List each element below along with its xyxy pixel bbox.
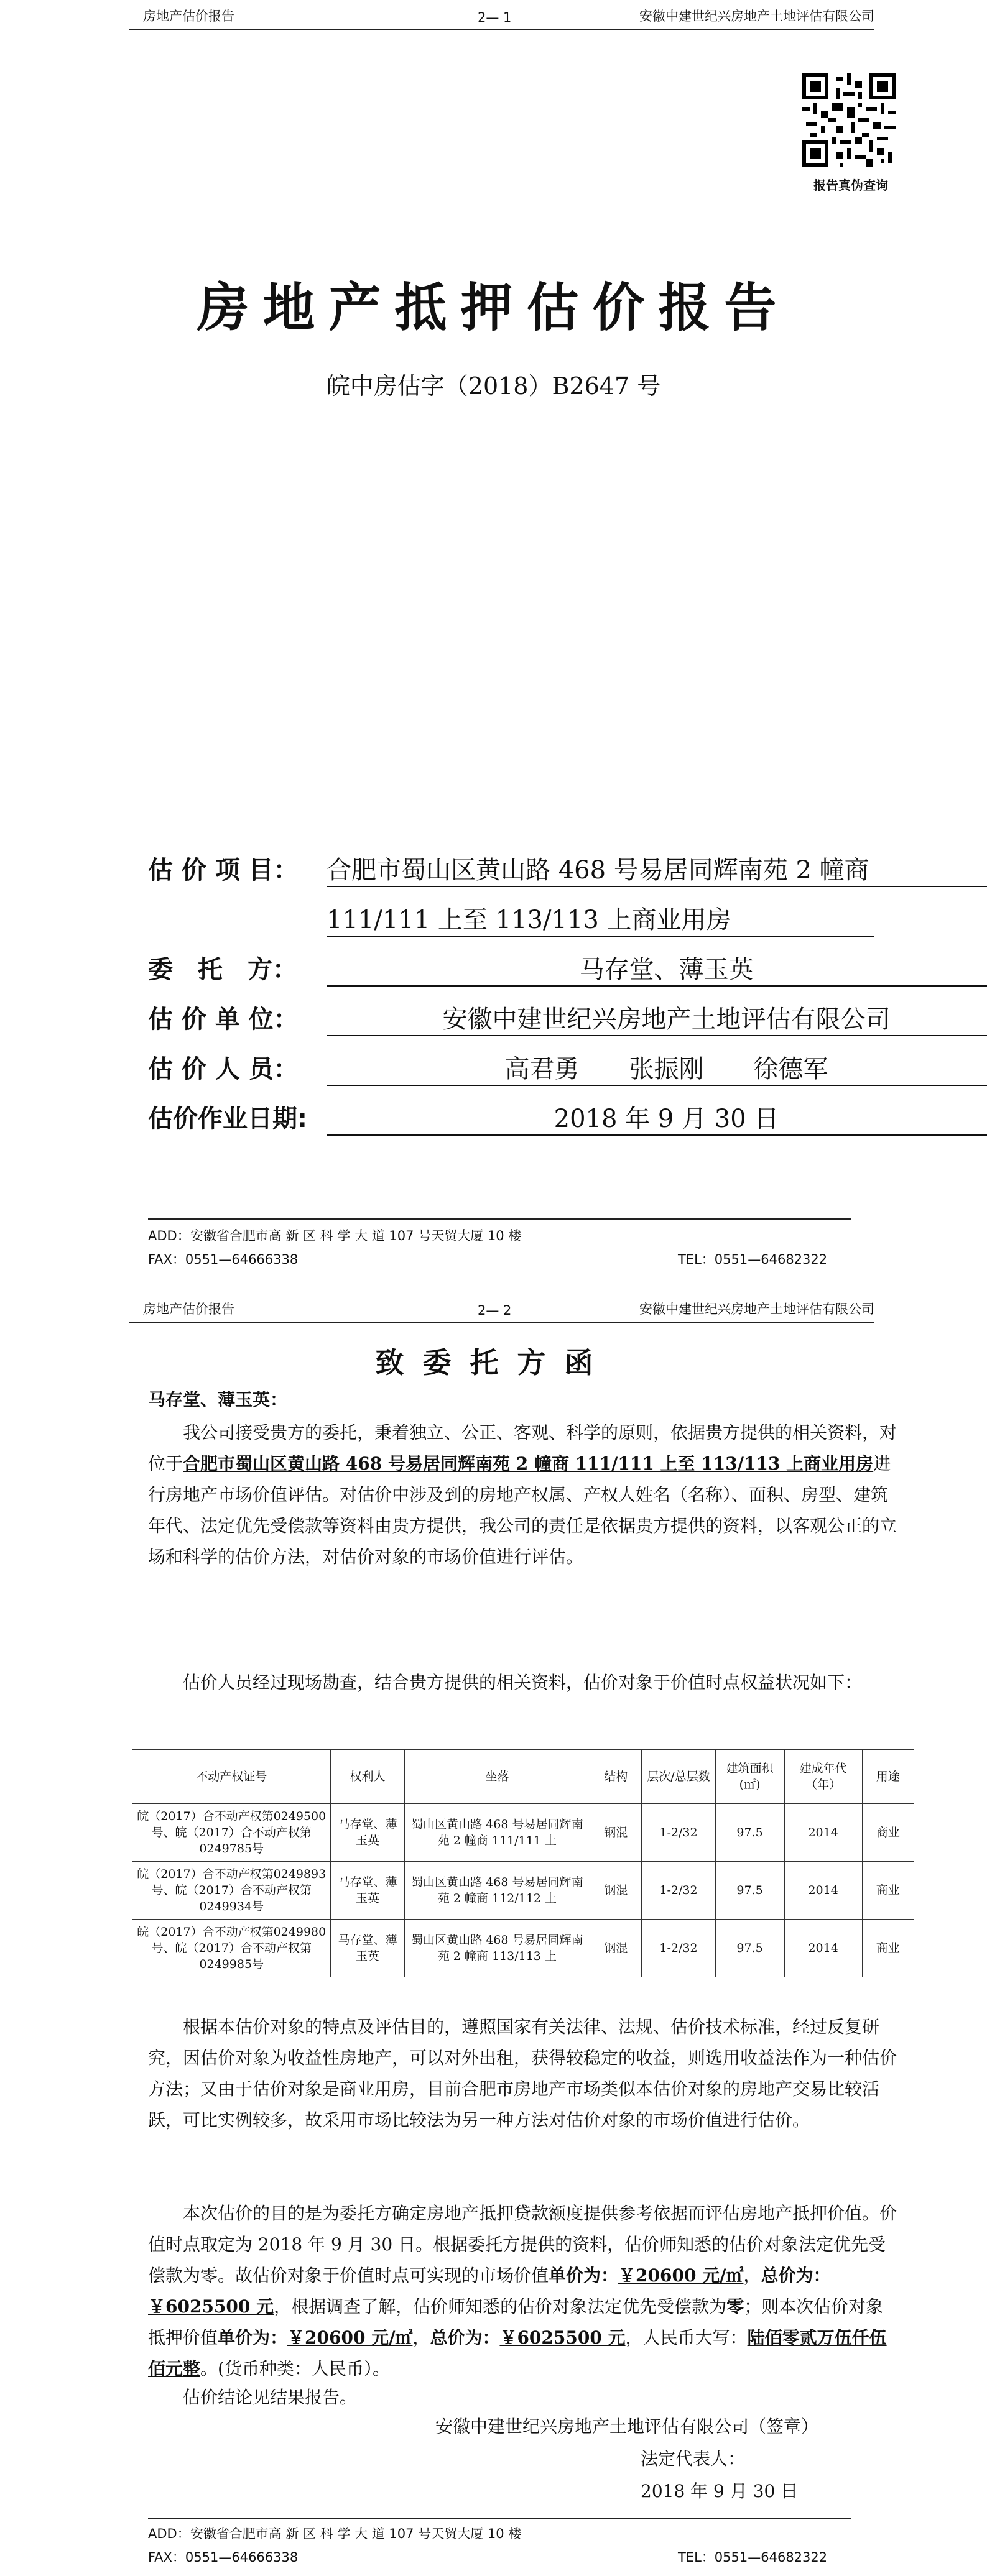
table-cell: 马存堂、薄玉英: [331, 1804, 404, 1862]
header-left: 房地产估价报告: [143, 1302, 234, 1317]
field-label: 委 托 方：: [148, 955, 297, 984]
text-run: 估价结论见结果报告。: [183, 2387, 358, 2408]
table-cell: 蜀山区黄山路 468 号易居同辉南苑 2 幢商 111/111 上: [404, 1804, 590, 1862]
letter-paragraph-3: [148, 2012, 899, 2136]
table-body: [132, 1804, 914, 1977]
footer-rule: [148, 2518, 851, 2519]
text-run: 根据本估价对象的特点及评估目的，遵照国家有关法律、法规、估价技术标准，经过反复研究，因估价对象为收益性房地产，可以对外出租，获得较稳定的收益，则选用收益法作为一种估价方法；又由于估价对象是商业用房，目前合肥市房地产市场类似本估价对象的房地产交易比较活跃，可比实例较多，故采用市场比较法为另一种方法对估价对象的市场价值进行估价。: [148, 2017, 897, 2130]
footer-fax: FAX：0551—64666338: [148, 2550, 299, 2565]
property-rights-table: [132, 1749, 914, 1977]
field-value: 2018 年 9 月 30 日: [327, 1099, 987, 1136]
text-run: ，: [412, 2327, 430, 2348]
qr-code[interactable]: [802, 73, 896, 167]
table-row: [132, 1920, 914, 1977]
text-run: 进行房地产市场价值评估。对估价中涉及到的房地产权属、产权人姓名（名称）、面积、房型、建筑年代、法定优先受偿款等资料由贵方提供，我公司的责任是依据贵方提供的资料，以客观公正的立场和科学的估价方法，对估价对象的市场价值进行评估。: [148, 1453, 897, 1567]
text-run: ，: [743, 2265, 761, 2286]
text-run: 我公司接受贵方的委托，秉着独立、公正、客观、科学的原则，依据贵方提供的相关资料，对位于: [148, 1422, 897, 1474]
letter-title: 致委托方函: [375, 1346, 612, 1379]
text-run: 单价为：: [218, 2327, 288, 2348]
text-run: ，人民币大写：: [625, 2327, 748, 2348]
company-signature: 安徽中建世纪兴房地产土地评估有限公司（签章）: [435, 2416, 819, 2437]
letter-paragraph-2: [148, 1667, 899, 1698]
table-cell: 商业: [862, 1804, 914, 1862]
table-header-cell: 结构: [590, 1750, 642, 1804]
property-address: 合肥市蜀山区黄山路 468 号易居同辉南苑 2 幢商 111/111 上至 113/113 上商业用房: [183, 1453, 874, 1474]
field-value: 高君勇 张振刚 徐德军: [327, 1049, 987, 1086]
header-page-number: 2— 1: [478, 10, 512, 25]
mortgage-total-price: ￥6025500 元: [499, 2327, 626, 2348]
text-run: 总价为：: [761, 2265, 831, 2286]
table-cell: 皖（2017）合不动产权第0249980号、皖（2017）合不动产权第0249985号: [132, 1920, 331, 1977]
header-left: 房地产估价报告: [143, 9, 234, 24]
footer-rule: [148, 1218, 851, 1220]
field-label: 估价作业日期:: [148, 1105, 307, 1133]
letter-date: 2018 年 9 月 30 日: [641, 2481, 799, 2501]
table-cell: 2014: [784, 1920, 862, 1977]
text-run: ；则本次估价对象抵押价值: [148, 2296, 884, 2348]
letter-paragraph-1: [148, 1417, 899, 1573]
text-run: 。(货币种类：人民币）。: [200, 2358, 390, 2379]
table-header-cell: 建筑面积(㎡): [715, 1750, 784, 1804]
table-header-cell: 不动产权证号: [132, 1750, 331, 1804]
table-cell: 97.5: [715, 1804, 784, 1862]
table-cell: 钢混: [590, 1920, 642, 1977]
table-header-row: [132, 1750, 914, 1804]
total-in-words: 陆佰零贰万伍仟伍佰元整: [148, 2327, 887, 2379]
table-cell: 2014: [784, 1862, 862, 1920]
text-run: 本次估价的目的是为委托方确定房地产抵押贷款额度提供参考依据而评估房地产抵押价值。价值时点取定为 2018 年 9 月 30 日。根据委托方提供的资料，估价师知悉的估价对象法定优先受偿款为零。故估价对象于价值时点可实现的市场价值: [148, 2203, 897, 2286]
footer-fax: FAX：0551—64666338: [148, 1252, 299, 1267]
table-cell: 商业: [862, 1862, 914, 1920]
table-cell: 钢混: [590, 1862, 642, 1920]
header-page-number: 2— 2: [478, 1303, 512, 1318]
text-run: 总价为：: [430, 2327, 500, 2348]
field-value: 合肥市蜀山区黄山路 468 号易居同辉南苑 2 幢商: [327, 850, 987, 887]
table-cell: 马存堂、薄玉英: [331, 1862, 404, 1920]
qr-caption: 报告真伪查询: [813, 178, 888, 193]
field-label: 估 价 项 目：: [148, 856, 299, 885]
footer-address: ADD：安徽省合肥市高 新 区 科 学 大 道 107 号天贸大厦 10 楼: [148, 2526, 522, 2541]
table-cell: 蜀山区黄山路 468 号易居同辉南苑 2 幢商 112/112 上: [404, 1862, 590, 1920]
field-label: 估 价 人 员：: [148, 1055, 299, 1083]
table-cell: 马存堂、薄玉英: [331, 1920, 404, 1977]
field-label: 估 价 单 位：: [148, 1005, 299, 1034]
footer-tel: TEL：0551—64682322: [678, 2550, 828, 2565]
table-cell: 皖（2017）合不动产权第0249500号、皖（2017）合不动产权第0249785号: [132, 1804, 331, 1862]
addressee: 马存堂、薄玉英：: [148, 1389, 288, 1410]
unit-price: ￥20600 元/㎡: [618, 2265, 744, 2286]
table-cell: 钢混: [590, 1804, 642, 1862]
report-number: 皖中房估字（2018）B2647 号: [326, 372, 661, 400]
table-cell: 97.5: [715, 1920, 784, 1977]
table-cell: 蜀山区黄山路 468 号易居同辉南苑 2 幢商 113/113 上: [404, 1920, 590, 1977]
page-header: [129, 1298, 874, 1323]
table-header-cell: 层次/总层数: [642, 1750, 715, 1804]
table-cell: 97.5: [715, 1862, 784, 1920]
text-run: ，根据调查了解，估价师知悉的估价对象法定优先受偿款为: [274, 2296, 727, 2317]
field-value: 马存堂、薄玉英: [327, 950, 987, 987]
table-header-cell: 权利人: [331, 1750, 404, 1804]
table-cell: 1-2/32: [642, 1804, 715, 1862]
table-header-cell: 坐落: [404, 1750, 590, 1804]
page-header: [129, 5, 874, 30]
table-header-cell: 建成年代（年）: [784, 1750, 862, 1804]
table-cell: 2014: [784, 1804, 862, 1862]
header-company: 安徽中建世纪兴房地产土地评估有限公司: [639, 9, 874, 24]
header-company: 安徽中建世纪兴房地产土地评估有限公司: [639, 1302, 874, 1317]
field-value: 安徽中建世纪兴房地产土地评估有限公司: [327, 1000, 987, 1036]
table-cell: 1-2/32: [642, 1920, 715, 1977]
table-cell: 商业: [862, 1920, 914, 1977]
field-value: 111/111 上至 113/113 上商业用房: [327, 900, 874, 937]
legal-representative: 法定代表人：: [641, 2449, 746, 2469]
footer-address: ADD：安徽省合肥市高 新 区 科 学 大 道 107 号天贸大厦 10 楼: [148, 1228, 522, 1243]
table-header-cell: 用途: [862, 1750, 914, 1804]
text-run: 单价为：: [549, 2265, 619, 2286]
table-row: [132, 1804, 914, 1862]
table-cell: 皖（2017）合不动产权第0249893号、皖（2017）合不动产权第0249934号: [132, 1862, 331, 1920]
mortgage-unit-price: ￥20600 元/㎡: [287, 2327, 413, 2348]
total-price: ￥6025500 元: [148, 2296, 274, 2317]
letter-paragraph-5: [148, 2382, 899, 2413]
table-cell: 1-2/32: [642, 1862, 715, 1920]
text-run: 零: [726, 2296, 744, 2317]
report-title: 房地产抵押估价报告: [197, 277, 790, 338]
letter-paragraph-4: [148, 2198, 899, 2385]
letter-page: [0, 1298, 987, 2576]
text-run: 估价人员经过现场勘查，结合贵方提供的相关资料，估价对象于价值时点权益状况如下：: [183, 1672, 863, 1693]
footer-tel: TEL：0551—64682322: [678, 1252, 828, 1267]
table-row: [132, 1862, 914, 1920]
